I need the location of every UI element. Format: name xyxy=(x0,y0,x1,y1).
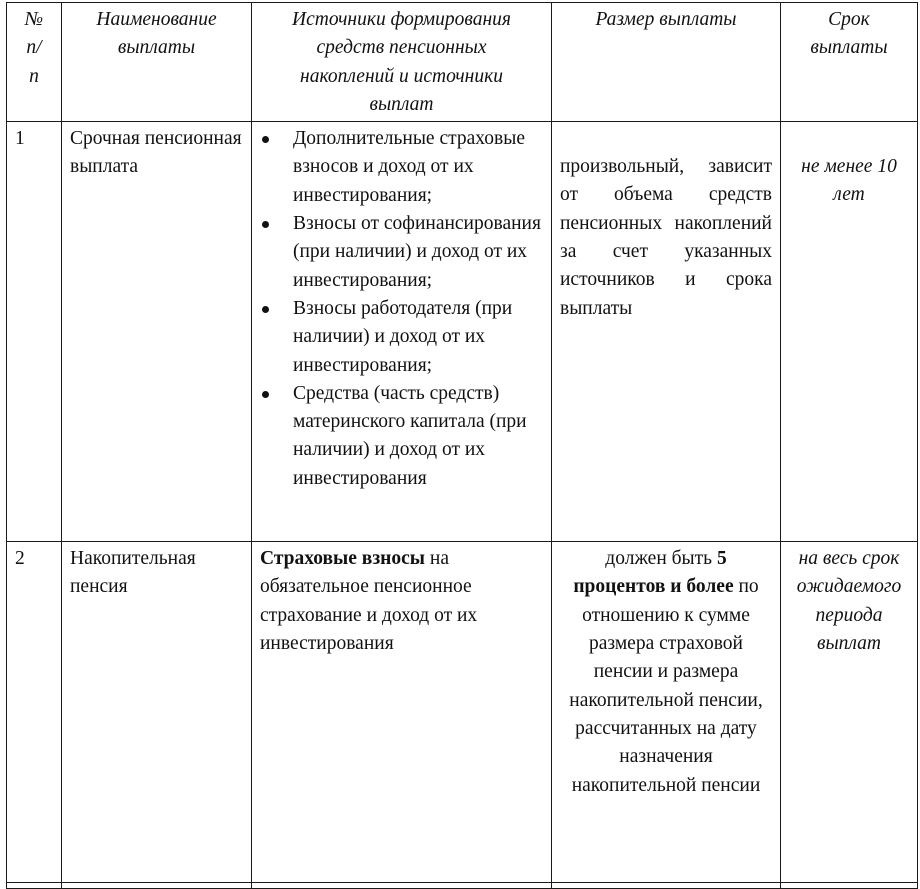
row-term: не менее 10 лет xyxy=(781,122,918,542)
list-item: Средства (часть средств) материнского капитала (при наличии) и доход от их инвестирования xyxy=(260,380,543,493)
table-row xyxy=(7,542,918,883)
row-amount: произвольный, зависит от объема средств пенсионных накоплений за счет указанных источников и срока выплаты xyxy=(552,122,781,542)
bullet-icon xyxy=(262,136,269,143)
bullet-icon xyxy=(262,306,269,313)
payments-table xyxy=(6,2,918,889)
row-num: 2 xyxy=(7,542,62,883)
row-amount: должен быть 5 процентов и более по отношению к сумме размера страховой пенсии и размера накопительной пенсии, рассчитанных на дату назначения накопительной пенсии xyxy=(552,542,781,883)
row-sources xyxy=(252,122,552,542)
list-item: Взносы работодателя (при наличии) и доход от их инвестирования; xyxy=(260,295,543,380)
row-name: Срочная пенсионная выплата xyxy=(62,122,252,542)
row-num: 1 xyxy=(7,122,62,542)
table-row-continued xyxy=(7,883,918,889)
sources-list xyxy=(260,125,543,493)
row-sources: Страховые взносы на обязательное пенсионное страхование и доход от их инвестирования xyxy=(252,542,552,883)
table-row xyxy=(7,122,918,542)
header-amount: Размер выплаты xyxy=(552,3,781,122)
row-name: Накопительная пенсия xyxy=(62,542,252,883)
header-row xyxy=(7,3,918,122)
row-term: на весь срок ожидаемого периода выплат xyxy=(781,542,918,883)
header-term: Срок выплаты xyxy=(781,3,918,122)
bullet-icon xyxy=(262,221,269,228)
header-name: Наименование выплаты xyxy=(62,3,252,122)
list-item: Взносы от софинансирования (при наличии) и доход от их инвестирования; xyxy=(260,210,543,295)
header-sources: Источники формирования средств пенсионных накоплений и источники выплат xyxy=(252,3,552,122)
bullet-icon xyxy=(262,391,269,398)
list-item: Дополнительные страховые взносов и доход от их инвестирования; xyxy=(260,125,543,210)
header-num: № п/ п xyxy=(7,3,62,122)
